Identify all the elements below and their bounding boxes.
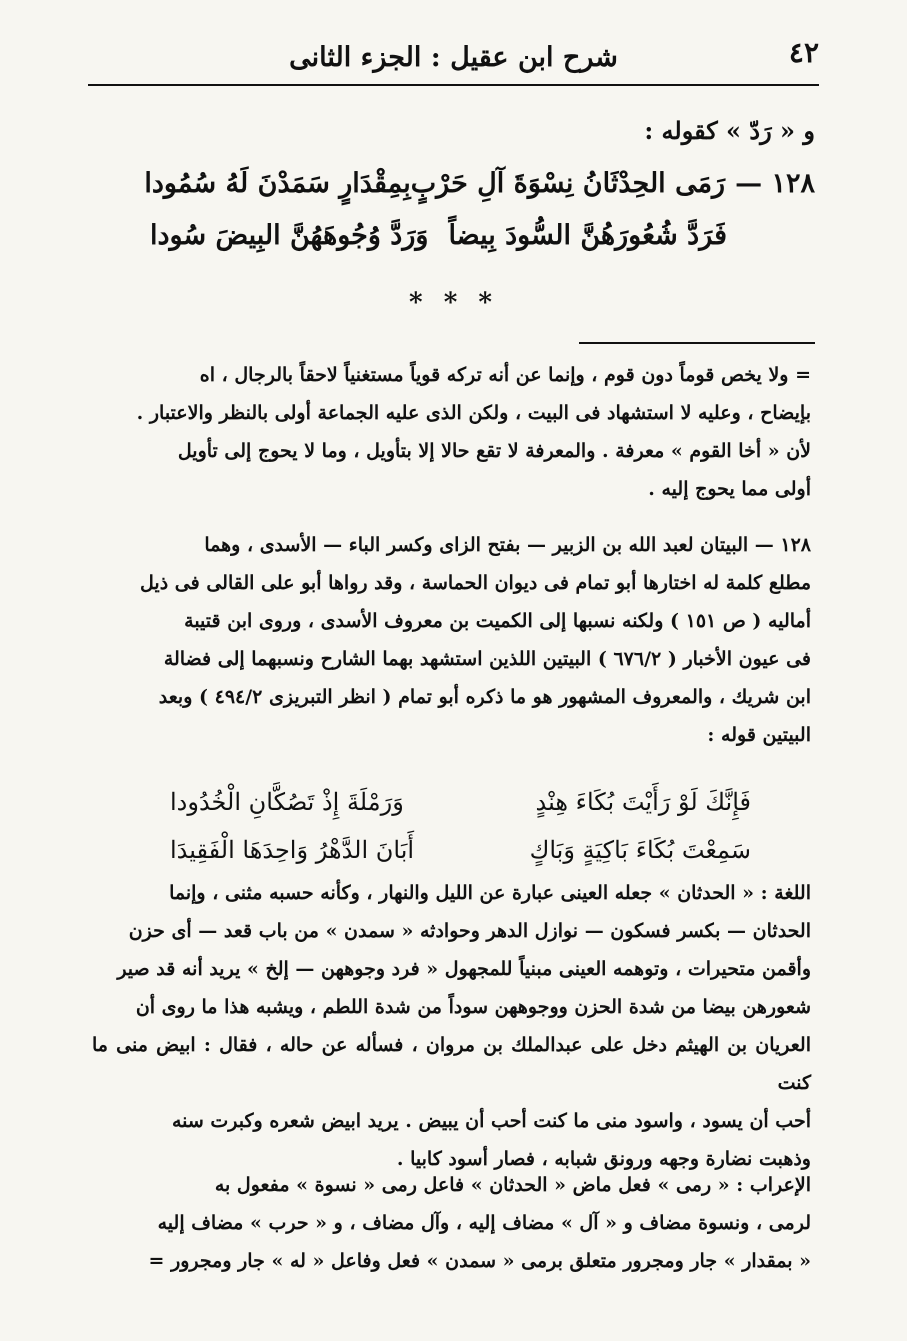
footnote-rule [579,342,815,344]
footnote-line: أحب أن يسود ، واسود منى ما كنت أحب أن يبيض . يريد ابيض شعره وكبرت سنه [171,1110,811,1132]
footnote-poem-line-1-left: وَرَمْلَةَ إِذْ تَصُكَّانِ الْخُدُودا [170,788,404,816]
footnote-line: « بمقدار » جار ومجرور متعلق برمى « سمدن » فعل وفاعل « له » جار ومجرور = [148,1250,811,1272]
footnote-paragraph-language [92,874,811,1178]
running-header [88,30,819,86]
page-title: شرح ابن عقيل : الجزء الثانى [289,41,618,73]
verse-line-1-left: بِمِقْدَارٍ سَمَدْنَ لَهُ سُمُودا [144,168,411,199]
footnote-poem-line-1 [170,788,751,816]
verse-number: ١٢٨ — [735,168,815,199]
footnote-line: وذهبت نضارة وجهه ورونق شبابه ، فصار أسود كابيا . [396,1148,811,1170]
footnote-poem-line-2-right: سَمِعْتَ بُكَاءَ بَاكِيَةٍ وَبَاكٍ [529,836,751,864]
footnote-line: لرمى ، ونسوة مضاف و « آل » مضاف إليه ، وآل مضاف ، و « حرب » مضاف إليه [157,1212,811,1234]
footnote-paragraph-2 [92,526,811,754]
footnote-line: = ولا يخص قوماً دون قوم ، وإنما عن أنه تركه قوياً مستغنياً لاحقاً بالرجال ، اه [199,364,811,386]
footnote-poem-line-2 [170,836,751,864]
footnote-line: شعورهن بيضا من شدة الحزن ووجوههن سوداً من شدة اللطم ، ويشبه هذا ما روى أن [135,996,811,1018]
verse-line-2 [150,220,727,251]
footnote-line: اللغة : « الحدثان » جعله العينى عبارة عن الليل والنهار ، وكأنه حسبه مثنى ، وإنما [169,882,811,904]
footnote-line: فى عيون الأخبار ( ٦٧٦/٢ ) البيتين اللذين استشهد بهما الشارح ونسبهما إلى فضالة [163,648,811,670]
footnote-line: أماليه ( ص ١٥١ ) ولكنه نسبها إلى الكميت بن معروف الأسدى ، وروى ابن قتيبة [184,610,811,632]
footnote-poem-line-2-left: أَبَانَ الدَّهْرُ وَاحِدَهَا الْفَقِيدَا [170,836,415,864]
verse-line-1 [144,168,815,199]
footnote-line: البيتين قوله : [707,724,811,746]
verse-line-1-right: ١٢٨ —رَمَى الحِدْثَانُ نِسْوَةَ آلِ حَرْبٍ [410,168,815,199]
footnote-poem-line-1-right: فَإِنَّكَ لَوْ رَأَيْتَ بُكَاءَ هِنْدٍ [535,788,751,816]
footnote-line: ابن شريك ، والمعروف المشهور هو ما ذكره أبو تمام ( انظر التبريزى ٤٩٤/٢ ) وبعد [158,686,811,708]
footnote-line: أولى مما يحوج إليه . [648,478,811,500]
verse-line-2-left: وَرَدَّ وُجُوهَهُنَّ البِيضَ سُودا [150,220,429,251]
footnote-line: بإيضاح ، وعليه لا استشهاد فى البيت ، ولكن الذى عليه الجماعة أولى بالنظر والاعتبار . [136,402,811,424]
verse-line-2-right: فَرَدَّ شُعُورَهُنَّ السُّودَ بِيضاً [448,220,727,251]
footnote-line: مطلع كلمة له اختارها أبو تمام فى ديوان الحماسة ، وقد رواها أبو على القالى فى ذيل [140,572,811,594]
intro-line: و « رَدّ » كقوله : [644,116,815,145]
footnote-line: الإعراب : « رمى » فعل ماض « الحدثان » فاعل رمى « نسوة » مفعول به [214,1174,811,1196]
footnote-line: لأن « أخا القوم » معرفة . والمعرفة لا تقع حالا إلا بتأويل ، وما لا يحوج إلى تأويل [177,440,811,462]
footnote-paragraph-parsing [92,1166,811,1280]
page-number: ٤٢ [788,36,819,69]
footnote-paragraph-1 [92,356,811,508]
footnote-line: العريان بن الهيثم دخل على عبدالملك بن مروان ، فسأله عن حاله ، فقال : ابيض منى ما كنت [92,1034,811,1094]
footnote-line: ١٢٨ — البيتان لعبد الله بن الزبير — بفتح الزاى وكسر الباء — الأسدى ، وهما [204,534,811,556]
footnote-line: الحدثان — بكسر فسكون — نوازل الدهر وحوادثه « سمدن » من باب قعد — أى حزن [128,920,811,942]
section-separator: * * * [409,288,498,318]
footnote-line: وأقمن متحيرات ، وتوهمه العينى مبنياً للمجهول « فرد وجوههن — إلخ » يريد أنه قد صير [117,958,811,980]
